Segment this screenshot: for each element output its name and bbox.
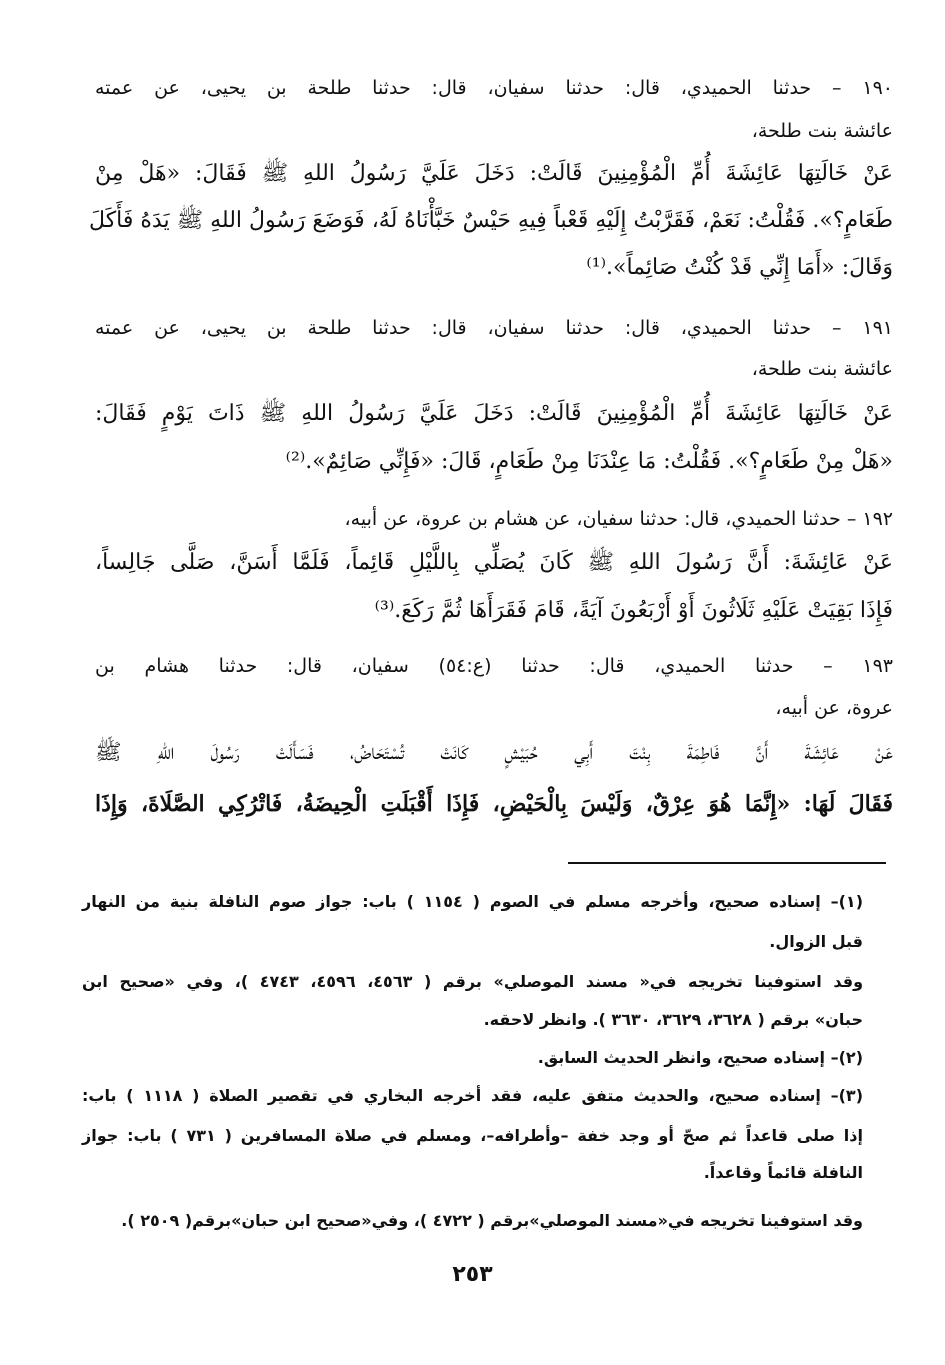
footnote-1-line-3: وقد استوفينا تخريجه في« مسند الموصلي» برقم ( ٤٥٦٣، ٤٥٩٦، ٤٧٤٣ )، وفي «صحيح ابن <box>82 972 864 991</box>
hadith-190-chain-line-2: عائشة بنت طلحة، <box>751 120 893 142</box>
hadith-191-chain-line-2: عائشة بنت طلحة، <box>751 358 893 380</box>
footnote-3-line-2: إذا صلى قاعداً ثم صحّ أو وجد خفة –وأطرافه–، ومسلم في صلاة المسافرين ( ٧٣١ ) باب: جواز <box>82 1126 863 1145</box>
footnote-separator <box>568 862 886 864</box>
hadith-193-text-line-2: فَقَالَ لَهَا: «إِنَّمَا هُوَ عِرْقٌ، وَلَيْسَ بِالْحَيْضِ، فَإِذَا أَقْبَلَتِ الْحِيضَةُ، فَاتْرُكِي الصَّلَاةَ، وَإِذَا <box>95 791 893 817</box>
hadith-190-text-line-3: وَقَالَ: «أَمَا إِنِّي قَدْ كُنْتُ صَائِماً».⁽¹⁾ <box>586 255 893 280</box>
hadith-190-text-line-2: طَعَامٍ؟». فَقُلْتُ: نَعَمْ، فَقَرَّبْتُ إِلَيْهِ قَعْباً فِيهِ حَيْسٌ خَبَّأْنَاهُ لَهُ، فَوَضَعَ رَسُولُ اللهِ ﷺ يَدَهُ فَأَكَلَ <box>89 208 893 233</box>
footnote-3-line-3: النافلة قائماً وقاعداً. <box>703 1163 863 1182</box>
hadith-191-chain-line-1: ١٩١ – حدثنا الحميدي، قال: حدثنا سفيان، قال: حدثنا طلحة بن يحيى، عن عمته <box>95 317 893 339</box>
footnote-1-line-1: (١)– إسناده صحيح، وأخرجه مسلم في الصوم ( ١١٥٤ ) باب: جواز صوم النافلة بنية من النهار <box>82 892 863 911</box>
hadith-191-text-line-2: «هَلْ مِنْ طَعَامٍ؟». فَقُلْتُ: مَا عِنْدَنَا مِنْ طَعَامٍ، قَالَ: «فَإِنِّي صَائِمٌ».⁽²⁾ <box>285 449 893 474</box>
hadith-193-text-line-1: عَنْ عَائِشَةَ أَنَّ فَاطِمَةَ بِنْتَ أَبِي حُبَيْشٍ كَانَتْ تُسْتَحَاضُ، فَسَأَلَتْ رَسُولَ اللهِ ﷺ <box>95 740 893 765</box>
hadith-190-chain-line-1: ١٩٠ – حدثنا الحميدي، قال: حدثنا سفيان، قال: حدثنا طلحة بن يحيى، عن عمته <box>95 77 893 99</box>
footnote-2: (٢)– إسناده صحيح، وانظر الحديث السابق. <box>537 1048 863 1067</box>
hadith-193-chain-line-2: عروة، عن أبيه، <box>775 697 893 719</box>
hadith-191-text-line-1: عَنْ خَالَتِهَا عَائِشَةَ أُمِّ الْمُؤْمِنِينَ قَالَتْ: دَخَلَ عَلَيَّ رَسُولُ اللهِ ﷺ ذَاتَ يَوْمٍ فَقَالَ: <box>95 401 893 426</box>
footnote-3-line-1: (٣)– إسناده صحيح، والحديث متفق عليه، فقد أخرجه البخاري في تقصير الصلاة ( ١١١٨ ) باب: <box>82 1086 863 1105</box>
hadith-193-chain-line-1: ١٩٣ – حدثنا الحميدي، قال: حدثنا (ع:٥٤) سفيان، قال: حدثنا هشام بن <box>95 655 893 677</box>
hadith-192-text-line-1: عَنْ عَائِشَةَ: أَنَّ رَسُولَ اللهِ ﷺ كَانَ يُصَلِّي بِاللَّيْلِ قَائِماً، فَلَمَّا أَسَنَّ، صَلَّى جَالِساً، <box>95 550 893 575</box>
page-number: ٢٥٣ <box>452 1262 493 1287</box>
footnote-3-line-4: وقد استوفينا تخريجه في«مسند الموصلي»برقم ( ٤٧٢٢ )، وفي«صحيح ابن حبان»برقم( ٢٥٠٩ ). <box>121 1211 863 1230</box>
footnote-1-line-4: حبان» برقم ( ٣٦٢٨، ٣٦٢٩، ٣٦٣٠ ). وانظر لاحقه. <box>483 1010 863 1029</box>
hadith-192-chain-line: ١٩٢ – حدثنا الحميدي، قال: حدثنا سفيان، عن هشام بن عروة، عن أبيه، <box>344 508 893 530</box>
footnote-1-line-2: قبل الزوال. <box>769 932 863 951</box>
hadith-192-text-line-2: فَإِذَا بَقِيَتْ عَلَيْهِ ثَلَاثُونَ أَوْ أَرْبَعُونَ آيَةً، قَامَ فَقَرَأَهَا ثُمَّ رَكَعَ.⁽³⁾ <box>374 598 893 623</box>
hadith-190-text-line-1: عَنْ خَالَتِهَا عَائِشَةَ أُمِّ الْمُؤْمِنِينَ قَالَتْ: دَخَلَ عَلَيَّ رَسُولُ اللهِ ﷺ فَقَالَ: «هَلْ مِنْ <box>95 161 893 186</box>
